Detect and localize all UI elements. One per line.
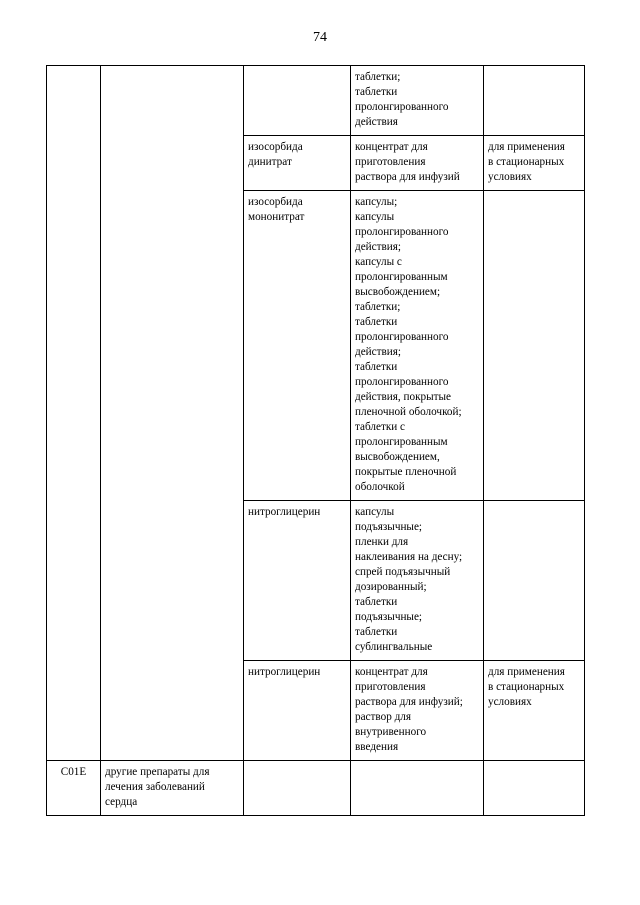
dosage-form-line: пролонгированного — [355, 101, 449, 113]
dosage-form-line: введения — [355, 741, 399, 753]
dosage-form-line: таблетки — [355, 86, 398, 98]
dosage-form-line: таблетки — [355, 626, 398, 638]
dosage-form-line: высвобождением; — [355, 286, 441, 298]
note-line: для применения — [488, 666, 565, 678]
dosage-form-cell — [351, 191, 484, 501]
note-cell — [484, 501, 585, 661]
page-number: 74 — [313, 30, 327, 45]
dosage-form-line: таблетки — [355, 596, 398, 608]
dosage-form-line: действия — [355, 116, 398, 128]
dosage-form-line: капсулы; — [355, 196, 398, 208]
drug-name-cell — [244, 66, 351, 136]
atc-code-cell — [47, 66, 101, 761]
dosage-form-cell — [351, 661, 484, 761]
dosage-form-line: пролонгированного — [355, 226, 449, 238]
note-line: условиях — [488, 171, 532, 183]
dosage-form-line: капсулы — [355, 211, 395, 223]
dosage-form-line: таблетки с — [355, 421, 406, 433]
dosage-form-line: концентрат для — [355, 666, 428, 678]
drug-name-line: мононитрат — [248, 211, 305, 223]
dosage-form-line: раствора для инфузий; — [355, 696, 463, 708]
note-cell — [484, 661, 585, 761]
dosage-form-line: высвобождением, — [355, 451, 440, 463]
drug-name-line: динитрат — [248, 156, 292, 168]
drug-table — [46, 65, 585, 816]
dosage-form-line: сублингвальные — [355, 641, 433, 653]
drug-name-cell — [244, 136, 351, 191]
dosage-form-line: пролонгированным — [355, 271, 448, 283]
drug-name-cell — [244, 501, 351, 661]
drug-name-line: нитроглицерин — [248, 666, 321, 678]
dosage-form-line: капсулы с — [355, 256, 402, 268]
dosage-form-line: наклеивания на десну; — [355, 551, 463, 563]
group-name-cell — [101, 761, 244, 816]
dosage-form-cell — [351, 136, 484, 191]
dosage-form-line: раствор для — [355, 711, 412, 723]
dosage-form-line: раствора для инфузий — [355, 171, 460, 183]
dosage-form-line: спрей подъязычный — [355, 566, 451, 578]
dosage-form-line: пленки для — [355, 536, 409, 548]
dosage-form-cell — [351, 761, 484, 816]
drug-name-line: нитроглицерин — [248, 506, 321, 518]
dosage-form-line: внутривенного — [355, 726, 427, 738]
dosage-form-line: пролонгированного — [355, 331, 449, 343]
note-line: для применения — [488, 141, 565, 153]
note-line: в стационарных — [488, 156, 565, 168]
dosage-form-line: пролонгированного — [355, 376, 449, 388]
note-cell — [484, 66, 585, 136]
atc-code-cell: C01E — [47, 761, 101, 816]
dosage-form-line: концентрат для — [355, 141, 428, 153]
group-name-cell — [101, 66, 244, 761]
dosage-form-line: пленочной оболочкой; — [355, 406, 462, 418]
dosage-form-line: подъязычные; — [355, 521, 423, 533]
dosage-form-line: подъязычные; — [355, 611, 423, 623]
note-cell — [484, 136, 585, 191]
note-cell — [484, 191, 585, 501]
dosage-form-line: капсулы — [355, 506, 395, 518]
dosage-form-line: действия, покрытые — [355, 391, 452, 403]
table-row — [47, 761, 585, 816]
note-line: условиях — [488, 696, 532, 708]
drug-name-cell — [244, 761, 351, 816]
dosage-form-line: таблетки — [355, 361, 398, 373]
drug-name-cell — [244, 191, 351, 501]
note-cell — [484, 761, 585, 816]
dosage-form-line: дозированный; — [355, 581, 427, 593]
dosage-form-line: покрытые пленочной — [355, 466, 457, 478]
dosage-form-line: приготовления — [355, 681, 426, 693]
drug-name-line: изосорбида — [248, 141, 303, 153]
group-name-line: сердца — [105, 796, 138, 808]
note-line: в стационарных — [488, 681, 565, 693]
group-name-line: другие препараты для — [105, 766, 210, 778]
dosage-form-line: приготовления — [355, 156, 426, 168]
dosage-form-line: оболочкой — [355, 481, 405, 493]
dosage-form-cell — [351, 501, 484, 661]
dosage-form-line: пролонгированным — [355, 436, 448, 448]
dosage-form-line: таблетки — [355, 316, 398, 328]
drug-name-cell — [244, 661, 351, 761]
dosage-form-cell — [351, 66, 484, 136]
table-row — [47, 66, 585, 136]
dosage-form-line: действия; — [355, 346, 402, 358]
dosage-form-line: таблетки; — [355, 71, 401, 83]
dosage-form-line: действия; — [355, 241, 402, 253]
dosage-form-line: таблетки; — [355, 301, 401, 313]
drug-name-line: изосорбида — [248, 196, 303, 208]
group-name-line: лечения заболеваний — [105, 781, 205, 793]
